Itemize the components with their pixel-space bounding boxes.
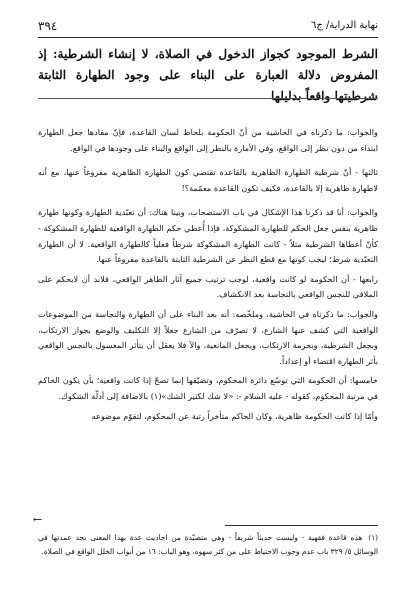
commentary-paragraph: رابعها - أن الحكومة لو كانت واقعية، لوجب ترتيب جميع آثار الطاهر الواقعي، فلابد أن لايحكم على الملاقي للنجس الواقعي بالنجاسة بعد الانكشاف. bbox=[38, 273, 378, 300]
footnote-text: هذه قاعدة فقهية - وليست حديثاً شريفاً - وهي متصيّدة من احاديث عدة بهذا المعنى نجد عمدتها في الوسائل ٥/ ٣٢٩ باب عدم وجوب الاحتياط على من كثر سهوه، وهو الباب: ١٦ من أبواب الخلل الواقع في الصلاة. bbox=[38, 533, 378, 556]
commentary-paragraph: والجواب: ما ذكرناه في الحاشية، وملخّصه: أنه بعد البناء على أن الطهارة والنجاسة من الموضوعات الواقعية التي كشف عنها الشارع، لا تصرّف من الشارع جعلاً إلا التكليف والوضع بجواز الارتكاب، وبجعل الشرطية، وبحرمة الارتكاب، وبجعل المانعية، والآ فلا يعقل أن يتأثر المغسول بالنجس الواقعي بأثر الطهارة اقتضاء أو إعداداً. bbox=[38, 308, 378, 366]
commentary-paragraph: وأمّا إذا كانت الحكومة ظاهرية، وكان الحاكم متأخراً رتبة عن المحكوم، لتقوّم موضوعه bbox=[91, 410, 378, 421]
page-header bbox=[38, 18, 378, 36]
footnote-number: (١) bbox=[368, 533, 378, 542]
header-rule bbox=[38, 37, 378, 38]
page-number: ٣٩٤ bbox=[38, 19, 58, 33]
footnote-rule bbox=[225, 525, 378, 526]
commentary-paragraph: والجواب: أنا قد ذكرنا هذا الإشكال في باب الاستصحاب، وبينا هناك: أن تعبّدية الطهارة وكونها طهارة ظاهرية بنفس جعل الحكم للطهارة المشكوكة، فإذا أُعطي حكم الطهارة الواقعية للطهارة المشكوكة - كأنّ أعطاها الشرطية مثلاً - كانت الطهارة المشكوكة شرطاً فعلياً كالطهارة الواقعية. لا أن الطهارة التعبّدية شرط؛ ليجب كونها مع قطع النظر عن الشرطية الثابتة بالقاعدة مفروغاً عنها. bbox=[38, 207, 378, 265]
continuation-arrow: ← bbox=[33, 513, 43, 526]
commentary-rule bbox=[38, 98, 378, 99]
commentary-paragraph: خامسها: أن الحكومة التي توسّع دائرة المحكوم، وتضيّقها إنما تصحّ إذا كانت واقعية؛ بأن يكون الحاكم في مرتبة المحكوم، كقوله - عليه السلام -: «لا شك لكثير الشك»(١) بالاضافة إلى أدلّة الشكوك. bbox=[38, 375, 378, 401]
commentary bbox=[38, 125, 378, 428]
commentary-paragraph: والجواب: ما ذكرناه في الحاشية من أنّ الحكومة بلحاظ لسان القاعدة، فإنّ مفادها جعل الطهارة ابتداء من دون نظر إلى الواقع، وفي الأمارة بالنظر إلى الواقع والبناء على وجودها في الواقع. bbox=[38, 127, 378, 153]
commentary-paragraph: ثالثها - أنّ شرطية الطهارة الظاهرية بالقاعدة تقتضي كون الطهارة الظاهرية مفروغاً عنها، مع أنه لاطهارة ظاهرية إلا بالقاعدة، فكيف تكون القاعدة معمّمة؟! bbox=[38, 167, 378, 193]
footnote bbox=[38, 531, 378, 558]
running-title: نهاية الدراية/ ج٦ bbox=[311, 20, 378, 31]
main-text: الشرط الموجود كجواز الدخول في الصلاة، لا إنشاء الشرطية: إذ المفروض دلالة العبارة على البناء على وجود الطهارة الثابتة شرطيتها واقعاً بدليلها bbox=[38, 47, 378, 103]
